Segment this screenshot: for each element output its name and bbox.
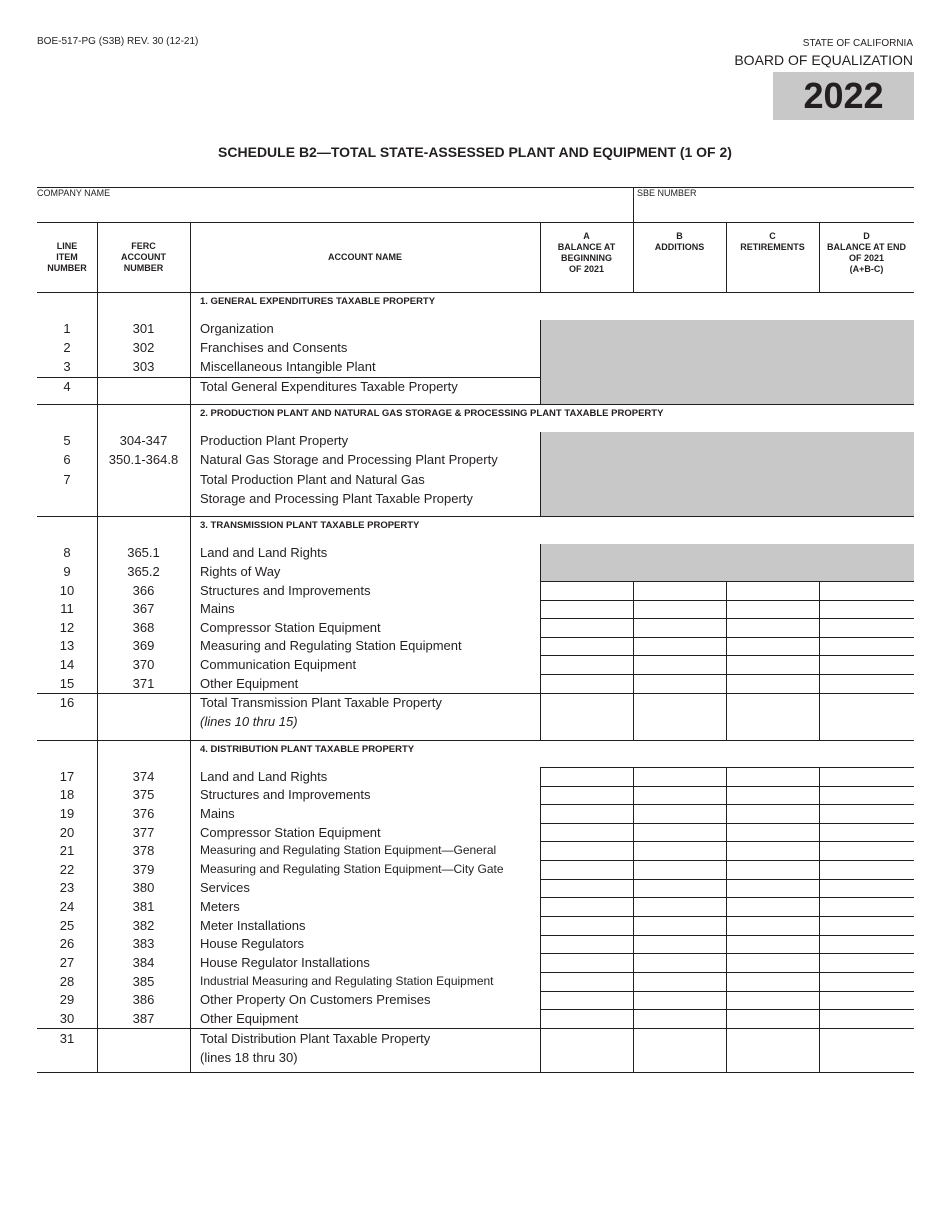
ferc-account-number: 376 <box>132 806 155 821</box>
shaded-area <box>540 320 914 404</box>
account-name: Compressor Station Equipment <box>200 825 381 840</box>
account-name: Measuring and Regulating Station Equipment <box>200 638 462 653</box>
line-item-number: 14 <box>59 657 75 672</box>
ferc-account-number: 385 <box>132 974 155 989</box>
account-name: Land and Land Rights <box>200 545 328 560</box>
line-item-number: 31 <box>59 1031 75 1046</box>
section-header: 2. PRODUCTION PLANT AND NATURAL GAS STORAGE & PROCESSING PLANT TAXABLE PROPERTY <box>200 408 664 419</box>
total-rule <box>37 1028 540 1029</box>
col-header-line-line: NUMBER <box>47 263 87 273</box>
header-column-rule <box>190 222 191 292</box>
ferc-account-number: 365.2 <box>127 564 160 579</box>
account-name: Franchises and Consents <box>200 340 348 355</box>
amount-input[interactable] <box>727 675 818 692</box>
account-name: Total General Expenditures Taxable Property <box>200 379 458 394</box>
col-header-c-line: C <box>769 231 776 241</box>
line-item-number: 10 <box>59 583 75 598</box>
line-item-number: 2 <box>63 340 71 355</box>
section-bottom-rule <box>37 1072 914 1073</box>
amount-input[interactable] <box>820 1010 913 1027</box>
amount-input[interactable] <box>634 898 725 915</box>
col-header-d-line: (A+B-C) <box>849 264 884 274</box>
amount-input[interactable] <box>820 880 913 896</box>
account-name: Meter Installations <box>200 918 306 933</box>
col-header-ferc-line: NUMBER <box>123 263 164 273</box>
account-name: Organization <box>200 321 274 336</box>
amount-input[interactable] <box>727 582 818 599</box>
amount-input[interactable] <box>634 619 725 636</box>
amount-input[interactable] <box>727 768 818 785</box>
account-name: Meters <box>200 899 240 914</box>
ferc-account-number: 379 <box>132 862 155 877</box>
ferc-account-number: 380 <box>132 880 155 895</box>
amount-input[interactable] <box>634 768 725 785</box>
amount-input[interactable] <box>727 880 818 896</box>
account-name: Industrial Measuring and Regulating Station Equipment <box>200 974 494 988</box>
col-header-line-line: LINE <box>56 241 78 251</box>
line-item-number: 30 <box>59 1011 75 1026</box>
amount-input[interactable] <box>541 936 632 952</box>
amount-input[interactable] <box>541 1029 632 1071</box>
amount-input[interactable] <box>634 880 725 896</box>
amount-input[interactable] <box>541 824 632 840</box>
amount-input[interactable] <box>820 805 913 822</box>
amount-input[interactable] <box>727 601 818 617</box>
amount-input[interactable] <box>541 582 632 599</box>
account-name: Total Transmission Plant Taxable Property <box>200 695 442 710</box>
line-item-number: 9 <box>63 564 71 579</box>
ferc-account-number: 384 <box>132 955 155 970</box>
account-name: Measuring and Regulating Station Equipment—City Gate <box>200 862 504 876</box>
line-item-number: 21 <box>59 843 75 858</box>
line-item-number: 23 <box>59 880 75 895</box>
amount-input[interactable] <box>541 973 632 990</box>
account-name: Total Distribution Plant Taxable Property <box>200 1031 431 1046</box>
line-item-number: 24 <box>59 899 75 914</box>
amount-input[interactable] <box>820 954 913 971</box>
amount-input[interactable] <box>820 861 913 878</box>
amount-input[interactable] <box>634 787 725 803</box>
line-item-number: 20 <box>59 825 75 840</box>
ferc-account-number: 366 <box>132 583 155 598</box>
amount-input[interactable] <box>820 694 913 739</box>
col-header-line <box>37 241 97 274</box>
account-name: Other Equipment <box>200 676 299 691</box>
col-header-b <box>633 231 726 253</box>
ferc-account-number: 387 <box>132 1011 155 1026</box>
ferc-account-number: 301 <box>132 321 155 336</box>
amount-input[interactable] <box>727 805 818 822</box>
schedule-title: SCHEDULE B2—TOTAL STATE-ASSESSED PLANT AND EQUIPMENT (1 OF 2) <box>218 144 732 160</box>
amount-input[interactable] <box>820 842 913 859</box>
account-name: Structures and Improvements <box>200 583 371 598</box>
amount-input[interactable] <box>727 898 818 915</box>
amount-input[interactable] <box>634 917 725 934</box>
column-rule <box>190 740 191 1072</box>
account-name-cont: (lines 18 thru 30) <box>200 1050 298 1065</box>
col-header-ferc-line: ACCOUNT <box>121 252 166 262</box>
amount-input[interactable] <box>634 582 725 599</box>
account-name: Total Production Plant and Natural Gas <box>200 472 425 487</box>
amount-input[interactable] <box>541 954 632 971</box>
shaded-area <box>540 432 914 516</box>
line-item-number: 22 <box>59 862 75 877</box>
column-rule <box>540 320 541 404</box>
amount-input[interactable] <box>634 694 725 739</box>
col-header-c-line: RETIREMENTS <box>740 242 805 252</box>
line-item-number: 7 <box>63 472 71 487</box>
line-item-number: 18 <box>59 787 75 802</box>
line-item-number: 25 <box>59 918 75 933</box>
amount-input[interactable] <box>727 842 818 859</box>
column-rule <box>190 404 191 516</box>
sbe-number-label: SBE NUMBER <box>637 188 697 198</box>
col-header-a-line: A <box>583 231 590 241</box>
amount-input[interactable] <box>727 1029 818 1071</box>
account-name: Other Property On Customers Premises <box>200 992 431 1007</box>
line-item-number: 28 <box>59 974 75 989</box>
amount-input[interactable] <box>820 582 913 599</box>
account-name: Natural Gas Storage and Processing Plant Property <box>200 452 498 467</box>
section-bottom-rule <box>37 740 914 741</box>
account-name-cont: Storage and Processing Plant Taxable Property <box>200 491 473 506</box>
line-item-number: 8 <box>63 545 71 560</box>
account-name: Mains <box>200 806 235 821</box>
header-column-rule <box>540 222 541 292</box>
account-name-cont: (lines 10 thru 15) <box>200 714 298 729</box>
amount-input[interactable] <box>727 638 818 654</box>
amount-input[interactable] <box>541 601 632 617</box>
line-item-number: 29 <box>59 992 75 1007</box>
header-column-rule <box>633 222 634 292</box>
account-name: Structures and Improvements <box>200 787 371 802</box>
amount-input[interactable] <box>634 805 725 822</box>
col-header-d-line: OF 2021 <box>848 253 885 263</box>
amount-input[interactable] <box>541 656 632 673</box>
amount-input[interactable] <box>541 842 632 859</box>
amount-input[interactable] <box>541 898 632 915</box>
column-rule <box>540 432 541 516</box>
line-item-number: 15 <box>59 676 75 691</box>
amount-input[interactable] <box>820 917 913 934</box>
col-header-a-line: BALANCE AT <box>557 242 616 252</box>
amount-input[interactable] <box>541 992 632 1008</box>
ferc-account-number: 302 <box>132 340 155 355</box>
header-column-rule <box>97 222 98 292</box>
amount-input[interactable] <box>727 917 818 934</box>
header-bottom-rule <box>37 292 914 293</box>
account-name: House Regulators <box>200 936 305 951</box>
line-item-number: 5 <box>63 433 71 448</box>
col-header-b-line: B <box>676 231 683 241</box>
year-badge: 2022 <box>773 72 914 120</box>
account-name: Production Plant Property <box>200 433 349 448</box>
field-divider <box>633 187 634 223</box>
amount-input[interactable] <box>634 992 725 1008</box>
account-name: Miscellaneous Intangible Plant <box>200 359 376 374</box>
ferc-account-number: 303 <box>132 359 155 374</box>
amount-input[interactable] <box>727 1010 818 1027</box>
ferc-account-number: 371 <box>132 676 155 691</box>
amount-input[interactable] <box>541 675 632 692</box>
line-item-number: 16 <box>59 695 75 710</box>
col-header-line-line: ITEM <box>56 252 78 262</box>
amount-input[interactable] <box>727 936 818 952</box>
ferc-account-number: 374 <box>132 769 155 784</box>
amount-input[interactable] <box>634 601 725 617</box>
amount-input[interactable] <box>541 787 632 803</box>
ferc-account-number: 370 <box>132 657 155 672</box>
amount-input[interactable] <box>727 619 818 636</box>
amount-input[interactable] <box>820 992 913 1008</box>
line-item-number: 17 <box>59 769 75 784</box>
col-header-ferc <box>97 241 190 274</box>
amount-input[interactable] <box>634 936 725 952</box>
amount-input[interactable] <box>541 768 632 785</box>
amount-input[interactable] <box>541 619 632 636</box>
account-name: Services <box>200 880 250 895</box>
state-label: STATE OF CALIFORNIA <box>802 38 913 49</box>
ferc-account-number: 383 <box>132 936 155 951</box>
line-item-number: 3 <box>63 359 71 374</box>
amount-input[interactable] <box>727 861 818 878</box>
amount-input[interactable] <box>820 1029 913 1071</box>
column-rule <box>190 516 191 740</box>
ferc-account-number: 304-347 <box>119 433 168 448</box>
section-bottom-rule <box>37 516 914 517</box>
ferc-account-number: 382 <box>132 918 155 933</box>
amount-input[interactable] <box>727 824 818 840</box>
amount-input[interactable] <box>727 656 818 673</box>
total-rule <box>37 377 540 378</box>
section-header: 3. TRANSMISSION PLANT TAXABLE PROPERTY <box>200 520 420 531</box>
section-header: 1. GENERAL EXPENDITURES TAXABLE PROPERTY <box>200 296 436 307</box>
amount-input[interactable] <box>820 898 913 915</box>
sbe-number-field[interactable] <box>636 200 913 222</box>
amount-input[interactable] <box>634 861 725 878</box>
line-item-number: 19 <box>59 806 75 821</box>
col-header-b-line: ADDITIONS <box>654 242 705 252</box>
account-name: House Regulator Installations <box>200 955 370 970</box>
amount-input[interactable] <box>820 619 913 636</box>
amount-input[interactable] <box>820 638 913 654</box>
account-name: Communication Equipment <box>200 657 357 672</box>
line-item-number: 6 <box>63 452 71 467</box>
ferc-account-number: 367 <box>132 601 155 616</box>
col-header-account: ACCOUNT NAME <box>328 252 402 262</box>
company-name-rule <box>37 187 634 188</box>
column-rule <box>190 292 191 404</box>
col-header-a-line: OF 2021 <box>568 264 605 274</box>
ferc-account-number: 375 <box>132 787 155 802</box>
amount-input[interactable] <box>727 694 818 739</box>
amount-input[interactable] <box>634 675 725 692</box>
line-item-number: 13 <box>59 638 75 653</box>
col-header-ferc-line: FERC <box>131 241 156 251</box>
account-name: Rights of Way <box>200 564 281 579</box>
amount-input[interactable] <box>820 656 913 673</box>
section-bottom-rule <box>37 404 914 405</box>
amount-input[interactable] <box>541 861 632 878</box>
section-header: 4. DISTRIBUTION PLANT TAXABLE PROPERTY <box>200 744 415 755</box>
amount-input[interactable] <box>634 638 725 654</box>
ferc-account-number: 386 <box>132 992 155 1007</box>
col-header-d-line: BALANCE AT END <box>827 242 906 252</box>
amount-input[interactable] <box>541 638 632 654</box>
line-item-number: 12 <box>59 620 75 635</box>
col-header-a <box>540 231 633 275</box>
line-item-number: 4 <box>63 379 71 394</box>
amount-input[interactable] <box>820 936 913 952</box>
ferc-account-number: 369 <box>132 638 155 653</box>
line-item-number: 27 <box>59 955 75 970</box>
account-name: Compressor Station Equipment <box>200 620 381 635</box>
ferc-account-number: 350.1-364.8 <box>108 452 179 467</box>
amount-input[interactable] <box>820 601 913 617</box>
amount-input[interactable] <box>820 768 913 785</box>
amount-input[interactable] <box>634 656 725 673</box>
amount-input[interactable] <box>820 824 913 840</box>
amount-input[interactable] <box>541 805 632 822</box>
col-header-d-line: D <box>863 231 870 241</box>
col-header-c <box>726 231 819 253</box>
ferc-account-number: 365.1 <box>127 545 160 560</box>
line-item-number: 11 <box>60 601 74 616</box>
col-header-d <box>819 231 914 275</box>
amount-input[interactable] <box>541 880 632 896</box>
amount-input[interactable] <box>634 842 725 859</box>
company-name-label: COMPANY NAME <box>37 188 111 198</box>
amount-input[interactable] <box>634 1029 725 1071</box>
amount-input[interactable] <box>727 954 818 971</box>
header-top-rule <box>37 222 914 223</box>
account-name: Other Equipment <box>200 1011 299 1026</box>
ferc-account-number: 368 <box>132 620 155 635</box>
header-column-rule <box>819 222 820 292</box>
amount-input[interactable] <box>634 824 725 840</box>
account-name: Measuring and Regulating Station Equipment—General <box>200 843 497 857</box>
amount-input[interactable] <box>634 973 725 990</box>
header-column-rule <box>726 222 727 292</box>
total-rule <box>37 693 540 694</box>
form-number: BOE-517-PG (S3B) REV. 30 (12-21) <box>37 36 199 47</box>
amount-input[interactable] <box>727 973 818 990</box>
amount-input[interactable] <box>541 917 632 934</box>
amount-input[interactable] <box>820 787 913 803</box>
amount-input[interactable] <box>541 694 632 739</box>
col-header-a-line: BEGINNING <box>560 253 612 263</box>
ferc-account-number: 377 <box>132 825 155 840</box>
amount-input[interactable] <box>634 954 725 971</box>
ferc-account-number: 381 <box>132 899 155 914</box>
amount-input[interactable] <box>634 1010 725 1027</box>
line-item-number: 26 <box>59 936 75 951</box>
amount-input[interactable] <box>727 787 818 803</box>
company-name-field[interactable] <box>37 200 631 222</box>
shaded-area <box>540 544 914 581</box>
ferc-account-number: 378 <box>132 843 155 858</box>
amount-input[interactable] <box>541 1010 632 1027</box>
agency-label: BOARD OF EQUALIZATION <box>734 52 913 68</box>
line-item-number: 1 <box>63 321 71 336</box>
amount-input[interactable] <box>820 675 913 692</box>
account-name: Mains <box>200 601 235 616</box>
account-name: Land and Land Rights <box>200 769 328 784</box>
amount-input[interactable] <box>820 973 913 990</box>
amount-input[interactable] <box>727 992 818 1008</box>
